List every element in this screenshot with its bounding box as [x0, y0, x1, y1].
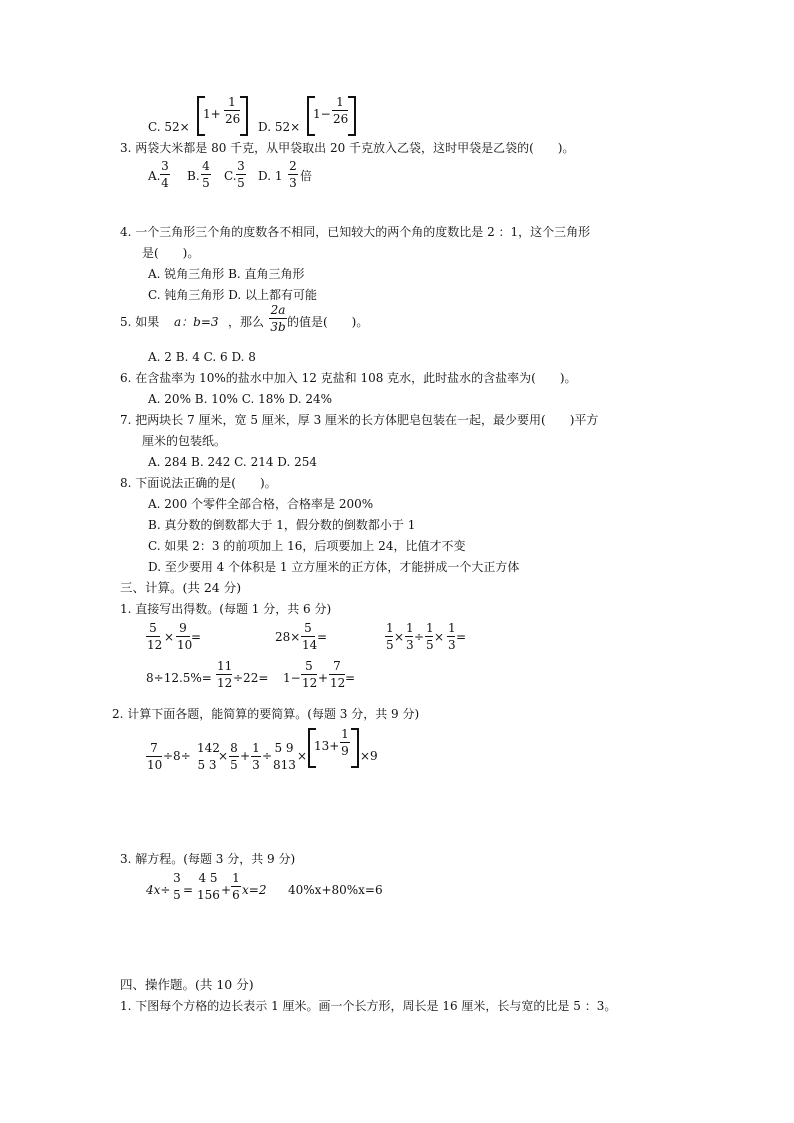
paren-right: [240, 96, 248, 136]
q3-option-c-label: C.: [224, 169, 237, 183]
question-4-options-1: A. 锐角三角形 B. 直角三角形: [148, 267, 305, 281]
calc3-frac2: 4 5 156: [197, 871, 220, 902]
calc2-paren-frac: 1 9: [341, 727, 349, 758]
calc2-frac3: 8 5: [230, 741, 238, 772]
calc2-op5: ×: [297, 749, 308, 763]
question-5-mid: ，那么: [228, 315, 265, 329]
calc2-op3: +: [240, 749, 251, 763]
calc2-tail: ×9: [360, 749, 378, 763]
option-c-whole: 1+: [203, 107, 221, 121]
calc1-e2-eq: =: [317, 630, 328, 644]
calc1-e3-op1: ×: [394, 630, 405, 644]
question-7-options: A. 284 B. 242 C. 214 D. 254: [148, 455, 318, 469]
calc1-e1-op: ×: [164, 630, 175, 644]
question-7-line2: 厘米的包装纸。: [142, 434, 227, 448]
calc2-op1: ÷8÷: [163, 749, 191, 763]
calc3-frac1: 3 5: [173, 871, 181, 902]
question-8: 8. 下面说法正确的是( )。: [120, 476, 277, 490]
calc1-e1-eq: =: [191, 630, 202, 644]
question-6: 6. 在含盐率为 10%的盐水中加入 12 克盐和 108 克水，此时盐水的含盐率为( )。: [120, 371, 577, 385]
question-8-option-d: D. 至少要用 4 个体积是 1 立方厘米的正方体，才能拼成一个大正方体: [148, 560, 520, 574]
q3-option-d-fraction: 2 3: [289, 159, 297, 190]
calc1-e4: 8÷12.5%=: [146, 671, 212, 685]
calc1-e5-post: ÷22=: [233, 671, 269, 685]
section-3-part-1: 1. 直接写出得数。(每题 1 分，共 6 分): [120, 602, 332, 616]
paren-right: [351, 728, 359, 768]
q3-option-d-suffix: 倍: [300, 169, 313, 183]
calc1-e3-op3: ×: [434, 630, 445, 644]
q3-option-a-fraction: 3 4: [161, 159, 169, 190]
calc3-pre: 4x÷: [146, 883, 171, 897]
calc1-e3-frac2: 1 3: [406, 621, 414, 652]
q3-option-a-label: A.: [148, 169, 161, 183]
q3-option-b-fraction: 4 5: [202, 159, 210, 190]
question-5-fraction: 2a 3b: [270, 303, 286, 334]
calc2-paren-whole: 13+: [314, 739, 340, 753]
calc3-eq: =: [183, 883, 194, 897]
question-3: 3. 两袋大米都是 80 千克，从甲袋取出 20 千克放入乙袋，这时甲袋是乙袋的( )。: [120, 141, 575, 155]
calc3-eq2: 40%x+80%x=6: [288, 883, 383, 897]
calc1-e3-frac1: 1 5: [386, 621, 394, 652]
option-c-fraction: 1 26: [225, 95, 241, 126]
calc2-frac5: 5 9 813: [273, 741, 296, 772]
option-d-prefix: D. 52×: [258, 120, 301, 134]
calc1-e6-frac2: 7 12: [330, 659, 346, 690]
calc1-e1-frac1: 5 12: [147, 621, 163, 652]
question-4-options-2: C. 钝角三角形 D. 以上都有可能: [148, 288, 318, 302]
calc1-e6-frac1: 5 12: [302, 659, 318, 690]
question-4-line1: 4. 一个三角形三个角的度数各不相同，已知较大的两个角的度数比是 2 ：1，这个三角形: [120, 225, 591, 239]
calc3-post: x=2: [242, 883, 267, 897]
calc3-op: +: [221, 883, 232, 897]
option-d-whole: 1−: [313, 107, 331, 121]
section-4-title: 四、操作题。(共 10 分): [120, 977, 254, 992]
question-8-option-c: C. 如果 2：3 的前项加上 16，后项要加上 24，比值才不变: [148, 539, 466, 553]
calc2-frac4: 1 3: [252, 741, 260, 772]
section-3-title: 三、计算。(共 24 分): [120, 580, 242, 595]
option-d-fraction: 1 26: [333, 95, 349, 126]
option-c-prefix: C. 52×: [148, 120, 190, 134]
calc2-op4: ÷: [262, 749, 273, 763]
q3-option-d-label: D. 1: [258, 169, 283, 183]
question-5-ratio: a：b=3: [174, 315, 219, 329]
question-8-option-b: B. 真分数的倒数都大于 1，假分数的倒数都小于 1: [148, 518, 416, 532]
calc2-frac1: 7 10: [147, 741, 163, 772]
question-8-option-a: A. 200 个零件全部合格，合格率是 200%: [148, 497, 374, 511]
paren-right: [348, 96, 356, 136]
question-7-line1: 7. 把两块长 7 厘米，宽 5 厘米，厚 3 厘米的长方体肥皂包装在一起，最少要用( )平方: [120, 413, 599, 427]
calc2-frac2: 142 5 3: [197, 741, 220, 772]
calc1-e5-frac: 11 12: [217, 659, 233, 690]
question-6-options: A. 20% B. 10% C. 18% D. 24%: [148, 392, 333, 406]
calc1-e3-op2: ÷: [414, 630, 425, 644]
calc1-e1-frac2: 9 10: [177, 621, 193, 652]
question-5-options: A. 2 B. 4 C. 6 D. 8: [148, 350, 256, 364]
calc1-e3-eq: =: [456, 630, 467, 644]
calc3-frac3: 1 6: [232, 871, 240, 902]
calc2-op2: ×: [218, 749, 229, 763]
question-5-post: 的值是( )。: [287, 315, 369, 329]
calc1-e3-frac3: 1 5: [426, 621, 434, 652]
section-3-part-2: 2. 计算下面各题，能简算的要简算。(每题 3 分，共 9 分): [112, 707, 420, 721]
q3-option-b-label: B.: [187, 169, 200, 183]
section-4-question-1: 1. 下图每个方格的边长表示 1 厘米。画一个长方形，周长是 16 厘米，长与宽的比是 5 ：3。: [120, 999, 617, 1013]
question-5-pre: 5. 如果: [120, 315, 160, 329]
calc1-e6-eq: =: [345, 671, 356, 685]
question-4-line2: 是( )。: [142, 246, 200, 260]
calc1-e6-op: +: [318, 671, 329, 685]
section-3-part-3: 3. 解方程。(每题 3 分，共 9 分): [120, 852, 296, 866]
calc1-e2-pre: 28×: [275, 630, 301, 644]
calc1-e3-frac4: 1 3: [448, 621, 456, 652]
q3-option-c-fraction: 3 5: [237, 159, 245, 190]
calc1-e2-frac: 5 14: [302, 621, 318, 652]
calc1-e6-pre: 1−: [283, 671, 301, 685]
